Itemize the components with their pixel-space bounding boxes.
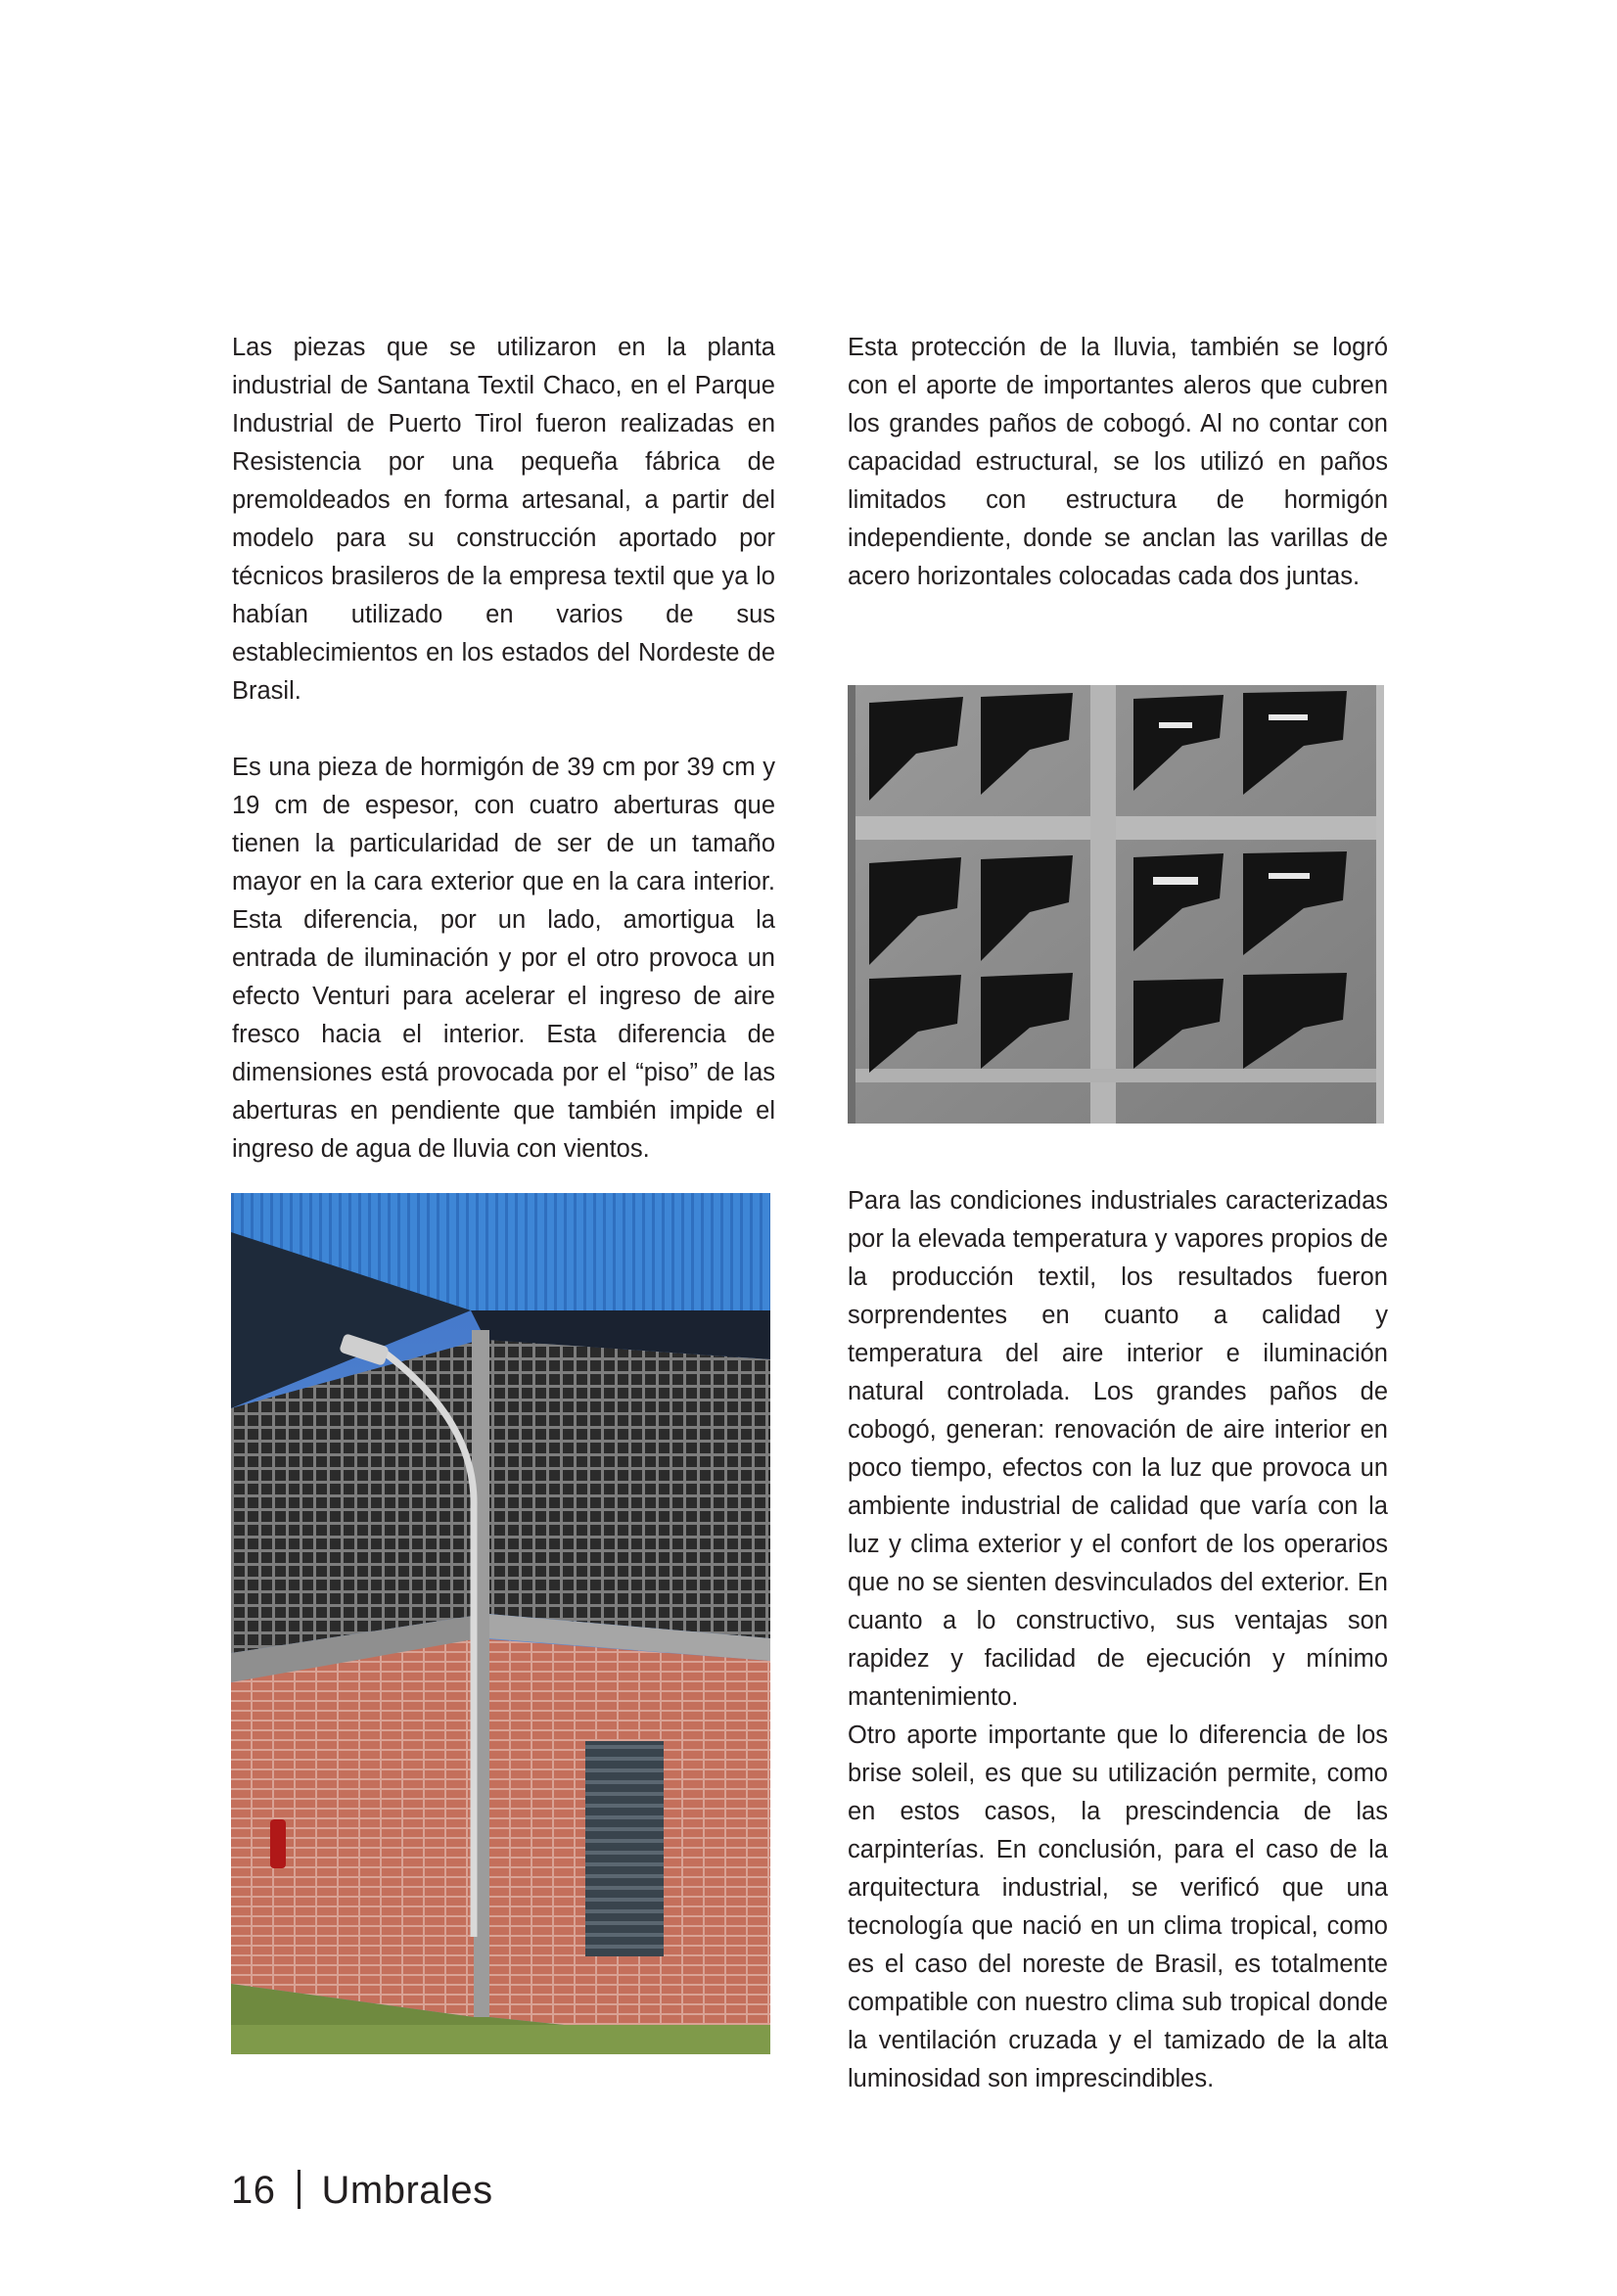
- right-column-bottom-text: [848, 1182, 1388, 2098]
- paragraph-conclusion: Otro aporte importante que lo diferencia de los brise soleil, es que su utilización permite, como en estos casos, la prescindencia de las carpinterías. En conclusión, para el caso de la arquitectura industrial, se verificó que una tecnología que nació en un clima tropical, como es el caso del noreste de Brasil, es totalmente compatible con nuestro clima sub tropical donde la ventilación cruzada y el tamizado de la alta luminosidad son imprescindibles.: [848, 1722, 1388, 2092]
- right-column-top-text: [848, 329, 1388, 596]
- building-photo-graphic: [231, 1193, 770, 2054]
- paragraph-piece-description: Es una pieza de hormigón de 39 cm por 39 cm y 19 cm de espesor, con cuatro aberturas que tienen la particularidad de ser de un tamaño mayor en la cara exterior que en la cara interior. Esta diferencia, por un lado, amortigua la entrada de iluminación y por el otro provoca un efecto Venturi para acelerar el ingreso de aire fresco hacia el interior. Esta diferencia de dimensiones está provocada por el “piso” de las aberturas en pendiente que también impide el ingreso de agua de lluvia con vientos.: [232, 754, 775, 1163]
- paragraph-pieces-origin: Las piezas que se utilizaron en la planta industrial de Santana Textil Chaco, en el Parque Industrial de Puerto Tirol fueron realizadas en Resistencia por una pequeña fábrica de premoldeados en forma artesanal, a partir del modelo para su construcción aportado por técnicos brasileros de la empresa textil que ya lo habían utilizado en varios de sus establecimientos en los estados del Nordeste de Brasil.: [232, 334, 775, 705]
- building-photo: [231, 1193, 770, 2054]
- page-number: 16: [231, 2169, 276, 2212]
- page-footer: [231, 2169, 493, 2213]
- paragraph-results: Para las condiciones industriales caracterizadas por la elevada temperatura y vapores propios de la producción textil, los resultados fueron sorprendentes en cuanto a calidad y temperatura del aire interior e iluminación natural controlada. Los grandes paños de cobogó, generan: renovación de aire interior en poco tiempo, efectos con la luz que provoca un ambiente industrial de calidad que varía con la luz y clima exterior y el confort de los operarios que no se sienten desvinculados del exterior. En cuanto a lo constructivo, sus ventajas son rapidez y facilidad de ejecución y mínimo mantenimiento.: [848, 1187, 1388, 1711]
- paragraph-rain-protection: Esta protección de la lluvia, también se logró con el aporte de importantes aleros que cubren los grandes paños de cobogó. Al no contar con capacidad estructural, se los utilizó en paños limitados con estructura de hormigón independiente, donde se anclan las varillas de acero horizontales colocadas cada dos juntas.: [848, 334, 1388, 590]
- magazine-name: Umbrales: [321, 2169, 493, 2212]
- footer-separator: [298, 2170, 300, 2209]
- cobogo-photo: [848, 685, 1384, 1124]
- left-column-text: [232, 329, 775, 1169]
- cobogo-photo-graphic: [848, 685, 1384, 1124]
